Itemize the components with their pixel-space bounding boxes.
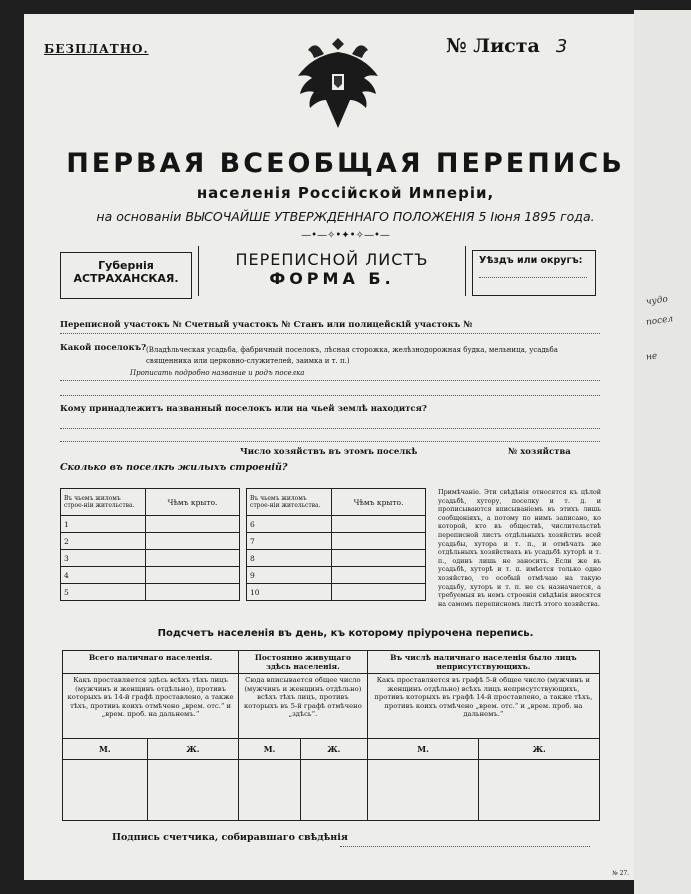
- census-title: ПЕРВАЯ ВСЕОБЩАЯ ПЕРЕПИСЬ: [66, 148, 625, 179]
- population-section-title: Подсчетъ населенія въ день, къ которому пріурочена перепись.: [157, 628, 534, 639]
- col-header-roof: Чѣмъ крыто.: [332, 489, 426, 516]
- col-permanent-header: Постоянно живущаго здѣсь населенія.: [239, 651, 368, 674]
- table-row: 4: [61, 567, 146, 584]
- sheet-number-label: № Листа: [446, 35, 540, 57]
- female-header: Ж.: [300, 739, 367, 760]
- sheet-number-value: 3: [555, 36, 568, 57]
- table-row: 7: [247, 533, 332, 550]
- footer-code: № 27.: [612, 870, 630, 877]
- table-row: 1: [61, 516, 146, 533]
- signature-line: [340, 846, 590, 847]
- uezd-box: [472, 250, 596, 296]
- count-cell: [479, 760, 600, 821]
- uezd-label: Уѣздъ или округъ:: [479, 255, 583, 266]
- buildings-table-right: [246, 488, 426, 601]
- owner-line-2: [60, 441, 600, 442]
- owner-line-1: [60, 428, 600, 429]
- margin-handwriting-2: посел: [645, 314, 674, 328]
- sheet-number: [446, 35, 567, 57]
- form-title: ПЕРЕПИСНОЙ ЛИСТЪ: [235, 250, 429, 269]
- form-title-box: [198, 246, 466, 296]
- col-absent-header: Въ числѣ наличнаго населенія было лицъ неприсутствующихъ.: [367, 651, 599, 674]
- settlement-line-1: [60, 380, 600, 381]
- district-line: [60, 333, 600, 334]
- count-cell: [147, 760, 238, 821]
- male-header: М.: [239, 739, 301, 760]
- population-table: [62, 650, 600, 821]
- household-number-label: № хозяйства: [508, 447, 571, 457]
- owner-question: Кому принадлежитъ названный поселокъ или на чьей землѣ находится?: [60, 404, 427, 414]
- col-total-header: Всего наличнаго населенія.: [63, 651, 239, 674]
- table-row: 10: [247, 584, 332, 601]
- census-legal-basis: на основаніи ВЫСОЧАЙШЕ УТВЕРЖДЕННАГО ПОЛОЖЕНІЯ 5 Іюня 1895 года.: [96, 209, 595, 224]
- table-row: 8: [247, 550, 332, 567]
- households-label: Число хозяйствъ въ этомъ поселкѣ: [240, 447, 418, 457]
- male-header: М.: [63, 739, 148, 760]
- form-subtitle: ФОРМА Б.: [269, 269, 395, 288]
- col-permanent-desc: Сюда вписывается общее число (мужчинъ и женщинъ отдѣльно) всѣхъ тѣхъ лицъ, противъ которыхъ въ 5-й графѣ отмѣчено „здѣсь“.: [239, 674, 368, 739]
- buildings-table-left: [60, 488, 240, 601]
- buildings-question: Сколько въ поселкѣ жилыхъ строеній?: [60, 462, 288, 473]
- male-header: М.: [367, 739, 479, 760]
- enumerator-signature-label: Подпись счетчика, собиравшаго свѣдѣнія: [112, 832, 348, 843]
- district-fields: Переписной участокъ № Счетный участокъ № Станъ или полицейскій участокъ №: [60, 320, 473, 330]
- female-header: Ж.: [147, 739, 238, 760]
- settlement-line-2: [60, 395, 600, 396]
- table-row: 9: [247, 567, 332, 584]
- table-row: 2: [61, 533, 146, 550]
- ornament-divider: —•—✧•✦•✧—•—: [301, 230, 390, 241]
- adjacent-page-edge: [634, 10, 691, 894]
- settlement-hint: (Владѣльческая усадьба, фабричный поселокъ, лѣсная сторожка, желѣзнодорожная будка, мельница, усадьба священника или церковно-служителей, заимка и т. п.): [146, 346, 558, 365]
- footnote-text: Примѣчаніе. Эти свѣдѣнія относятся къ цѣлой усадьбѣ, хутору, поселку и т. д. и прописываются вписываніемъ въ этихъ лишь сообщеніяхъ, а потому по нимъ записано, ко которой, кто въ обществѣ, числительствѣ переписной листъ отдѣльныхъ хозяйствъ всей усадьбы, хутора и т. п., и отмѣчать же отдѣльныхъ хозяйствахъ въ усадьбѣ хуторѣ и т. п., одинъ лишь не заносить. Если же въ усадьбѣ, хуторѣ и т. п. имѣется только одно хозяйство, то особый отмѣчаю на такую усадьбу, хуторъ и т. п. не съ назначается, а требуемыя въ немъ строенія свѣдѣнія вносятся на самомъ переписномъ листѣ этого хозяйства.: [438, 488, 601, 608]
- col-total-desc: Какъ проставляется здѣсь всѣхъ тѣхъ лицъ (мужчинъ и женщинъ отдѣльно), противъ которыхъ въ 14-й графѣ проставлено, а также тѣхъ, противъ коихъ отмѣчено „врем. отс.“ и „врем. проб. на дальнемъ.“: [63, 674, 239, 739]
- count-cell: [239, 760, 301, 821]
- uezd-line: [479, 277, 587, 278]
- col-header-roof: Чѣмъ крыто.: [146, 489, 240, 516]
- count-cell: [367, 760, 479, 821]
- female-header: Ж.: [479, 739, 600, 760]
- margin-handwriting-1: чудо: [645, 294, 669, 308]
- table-row: 3: [61, 550, 146, 567]
- free-label: БЕЗПЛАТНО.: [44, 42, 149, 56]
- table-row: 5: [61, 584, 146, 601]
- settlement-hint-2: Прописать подробно название и родъ поселка: [130, 369, 305, 377]
- settlement-question: Какой поселокъ?: [60, 343, 147, 353]
- col-header-building: Въ чьемъ жиломъ строе-ніи жительства.: [61, 489, 146, 516]
- guberniya-value: АСТРАХАНСКАЯ.: [73, 272, 179, 285]
- col-absent-desc: Какъ проставляется въ графѣ 5-й общее число (мужчинъ и женщинъ отдѣльно) всѣхъ лицъ неприсутствующихъ, противъ которыхъ въ графѣ 14-й проставлено, а также тѣхъ, противъ коихъ отмѣчено „врем. отс.“ и „врем. проб. на дальнемъ.“: [367, 674, 599, 739]
- guberniya-box: [60, 252, 192, 299]
- margin-handwriting-3: не: [645, 351, 658, 363]
- double-headed-eagle-emblem: [290, 34, 386, 130]
- guberniya-label: Губернія: [98, 259, 154, 272]
- count-cell: [63, 760, 148, 821]
- table-row: 6: [247, 516, 332, 533]
- count-cell: [300, 760, 367, 821]
- census-subtitle: населенія Россійской Имперіи,: [196, 184, 495, 202]
- col-header-building: Въ чьемъ жиломъ строе-ніи жительства.: [247, 489, 332, 516]
